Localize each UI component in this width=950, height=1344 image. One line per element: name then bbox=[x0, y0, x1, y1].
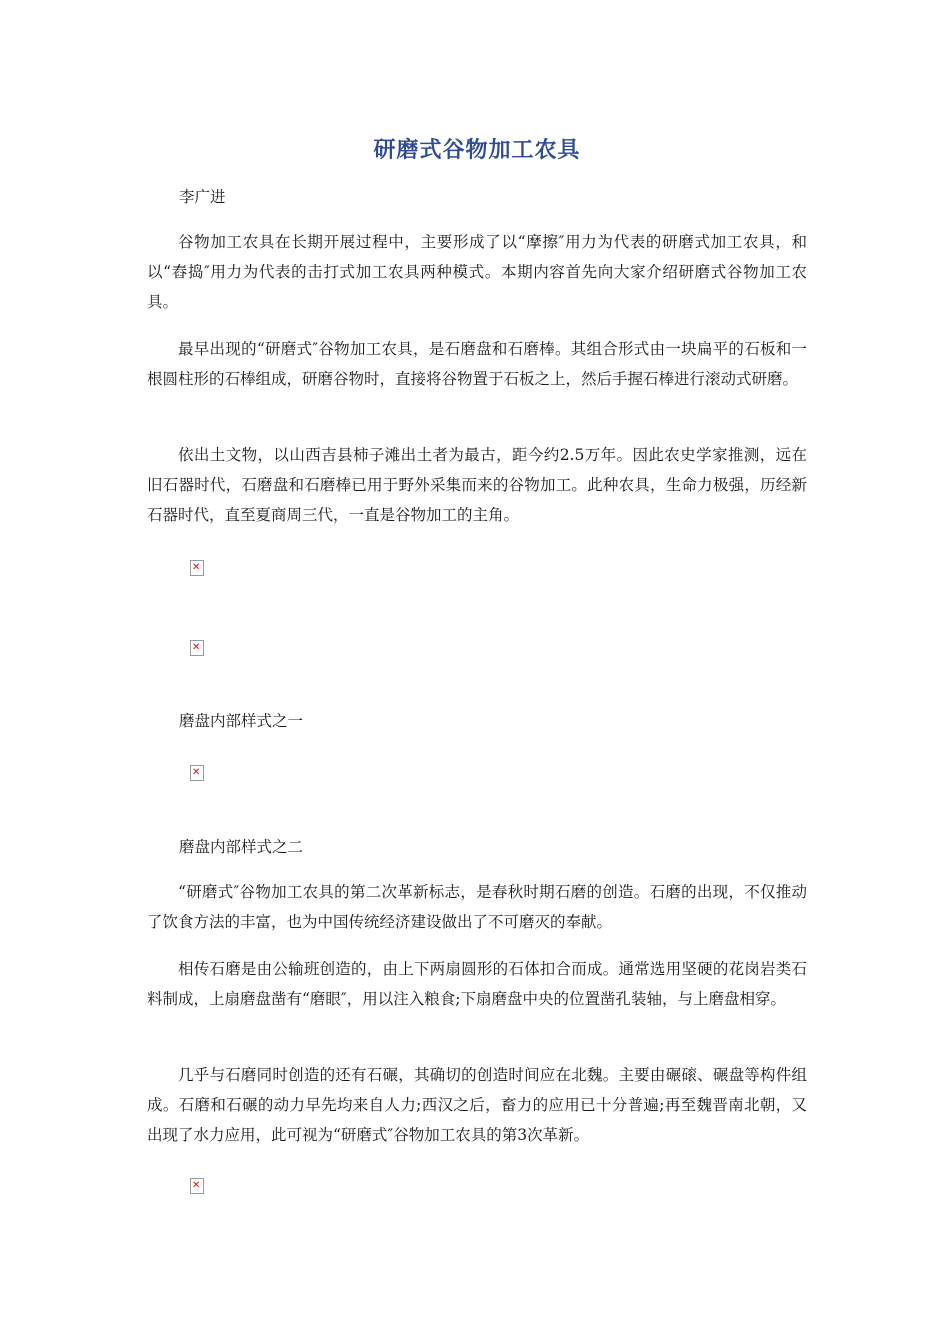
image-caption-1: 磨盘内部样式之一 bbox=[179, 712, 304, 730]
broken-image-icon bbox=[190, 765, 204, 781]
author-name: 李广进 bbox=[179, 188, 226, 206]
broken-image-icon bbox=[190, 560, 204, 576]
paragraph-2: 最早出现的“研磨式″谷物加工农具，是石磨盘和石磨棒。其组合形式由一块扁平的石板和一根圆柱形的石棒组成，研磨谷物时，直接将谷物置于石板之上，然后手握石棒进行滚动式研磨。 bbox=[147, 340, 807, 388]
broken-image-icon bbox=[190, 640, 204, 656]
paragraph-1: 谷物加工农具在长期开展过程中，主要形成了以“摩擦″用力为代表的研磨式加工农具，和以“舂捣″用力为代表的击打式加工农具两种模式。本期内容首先向大家介绍研磨式谷物加工农具。 bbox=[147, 233, 807, 311]
paragraph-5: 相传石磨是由公输班创造的，由上下两扇圆形的石体扣合而成。通常选用坚硬的花岗岩类石料制成，上扇磨盘凿有“磨眼″，用以注入粮食;下扇磨盘中央的位置凿孔装轴，与上磨盘相穿。 bbox=[147, 960, 807, 1008]
article-title: 研磨式谷物加工农具 bbox=[373, 138, 581, 163]
broken-image-icon bbox=[190, 1178, 204, 1194]
paragraph-4: “研磨式″谷物加工农具的第二次革新标志，是春秋时期石磨的创造。石磨的出现，不仅推动了饮食方法的丰富，也为中国传统经济建设做出了不可磨灭的奉献。 bbox=[147, 883, 807, 931]
paragraph-6: 几乎与石磨同时创造的还有石碾，其确切的创造时间应在北魏。主要由碾磙、碾盘等构件组成。石磨和石碾的动力早先均来自人力;西汉之后，畜力的应用已十分普遍;再至魏晋南北朝，又出现了水力应用，此可视为“研磨式″谷物加工农具的第3次革新。 bbox=[147, 1066, 807, 1144]
image-caption-2: 磨盘内部样式之二 bbox=[179, 838, 304, 856]
paragraph-3: 依出土文物，以山西吉县柿子滩出土者为最古，距今约2.5万年。因此农史学家推测，远在旧石器时代，石磨盘和石磨棒已用于野外采集而来的谷物加工。此种农具，生命力极强，历经新石器时代，直至夏商周三代，一直是谷物加工的主角。 bbox=[147, 446, 807, 524]
